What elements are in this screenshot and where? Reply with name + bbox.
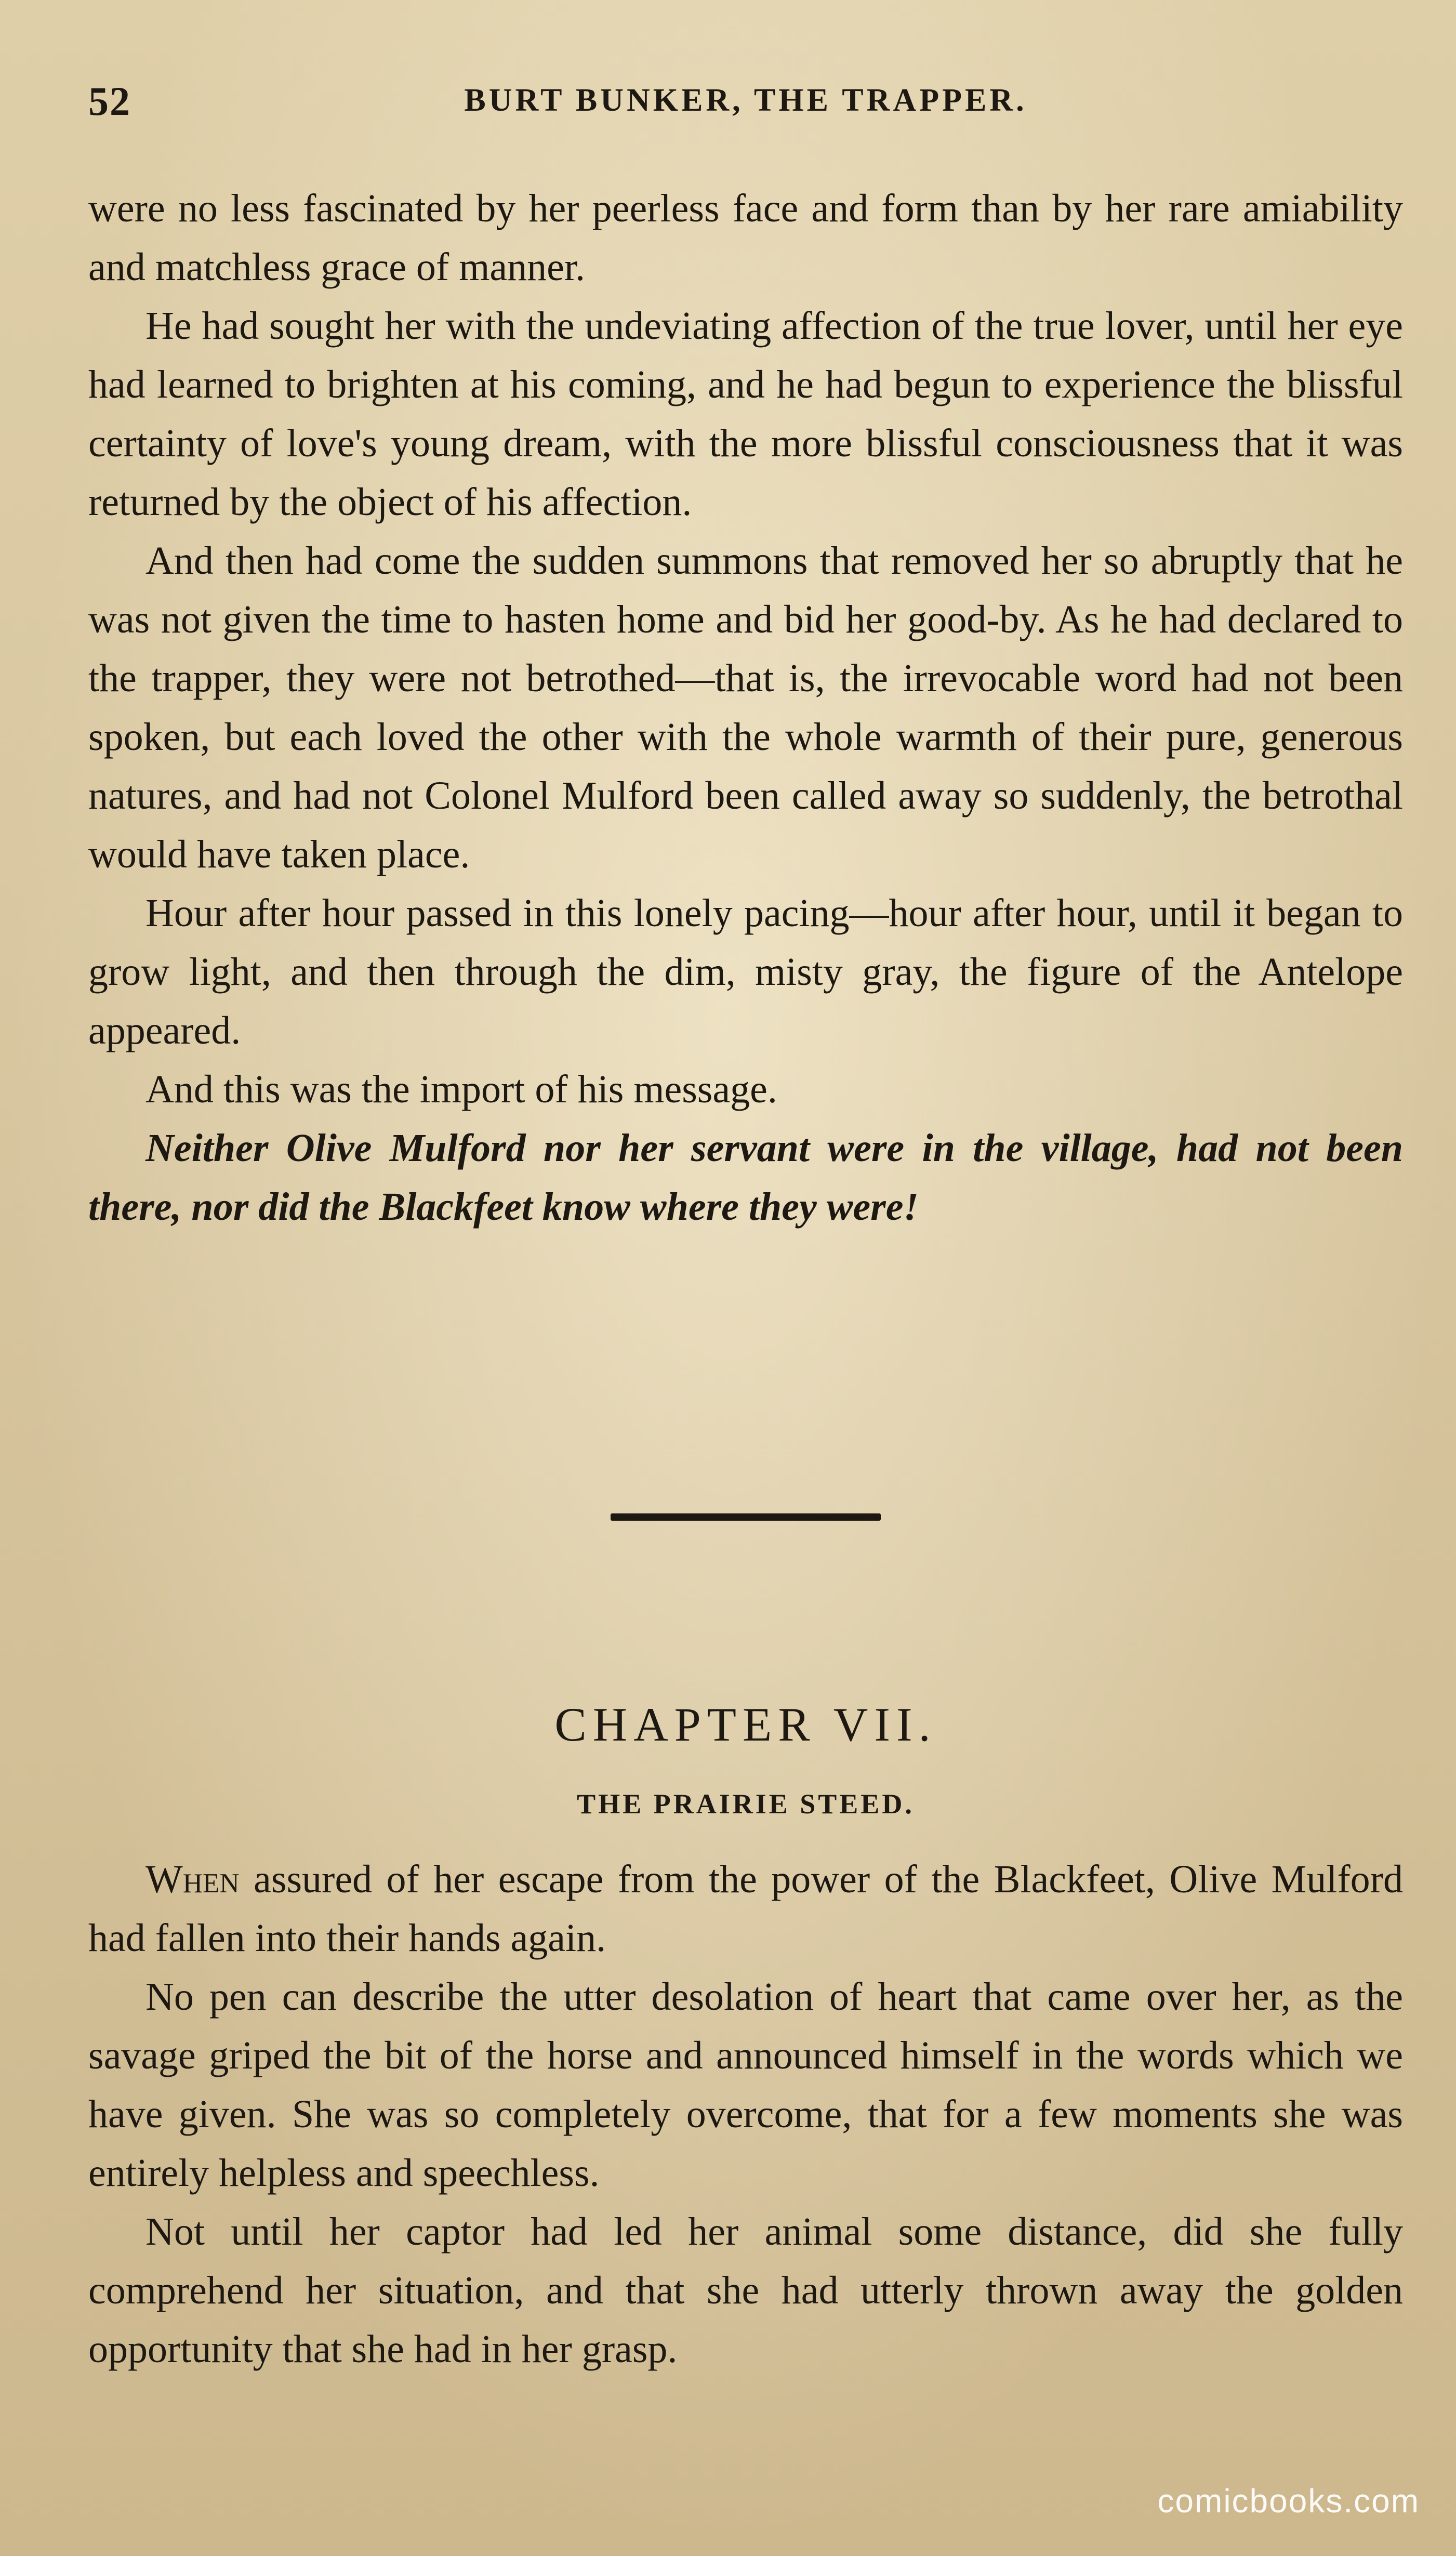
running-head: BURT BUNKER, THE TRAPPER. [464, 83, 1027, 118]
paragraph: were no less fascinated by her peerless face and form than by her rare amiability and matchless grace of manner. [88, 187, 1403, 289]
paragraph: And this was the import of his message. [145, 1068, 777, 1111]
paragraph: Not until her captor had led her animal some distance, did she fully comprehend her situation, and that she had utterly thrown away the golden opportunity that she had in her grasp. [88, 2210, 1403, 2371]
paragraph: Hour after hour passed in this lonely pacing—hour after hour, until it began to grow light, and then through the dim, misty gray, the figure of the Antelope appeared. [88, 891, 1403, 1052]
italic-paragraph: Neither Olive Mulford nor her servant were in the village, had not been there, nor did the Blackfeet know where they were! [88, 1126, 1403, 1229]
bottom-text-block [88, 1850, 1403, 2379]
paragraph-rest: assured of her escape from the power of the Blackfeet, Olive Mulford had fallen into their hands again. [88, 1857, 1403, 1960]
paragraph-lead-word: When [145, 1857, 240, 1901]
paragraph: He had sought her with the undeviating affection of the true lover, until her eye had learned to brighten at his coming, and he had begun to experience the blissful certainty of love's young dream, with the more blissful consciousness that it was returned by the object of his affection. [88, 304, 1403, 524]
section-divider [611, 1513, 881, 1521]
chapter-title: CHAPTER VII. [554, 1698, 937, 1751]
paragraph: No pen can describe the utter desolation of heart that came over her, as the savage griped the bit of the horse and announced himself in the words which we have given. She was so completely overcome, that for a few moments she was entirely helpless and speechless. [88, 1975, 1403, 2195]
page-number: 52 [88, 78, 131, 124]
chapter-subtitle: THE PRAIRIE STEED. [577, 1788, 915, 1820]
top-text-block [88, 179, 1403, 1236]
watermark: comicbooks.com [1157, 2482, 1420, 2520]
paragraph [88, 1850, 1403, 1968]
page-header [88, 78, 1403, 135]
paragraph: And then had come the sudden summons that removed her so abruptly that he was not given the time to hasten home and bid her good-by. As he had declared to the trapper, they were not betrothed—that is, the irrevocable word had not been spoken, but each loved the other with the whole warmth of their pure, generous natures, and had not Colonel Mulford been called away so suddenly, the betrothal would have taken place. [88, 539, 1403, 876]
